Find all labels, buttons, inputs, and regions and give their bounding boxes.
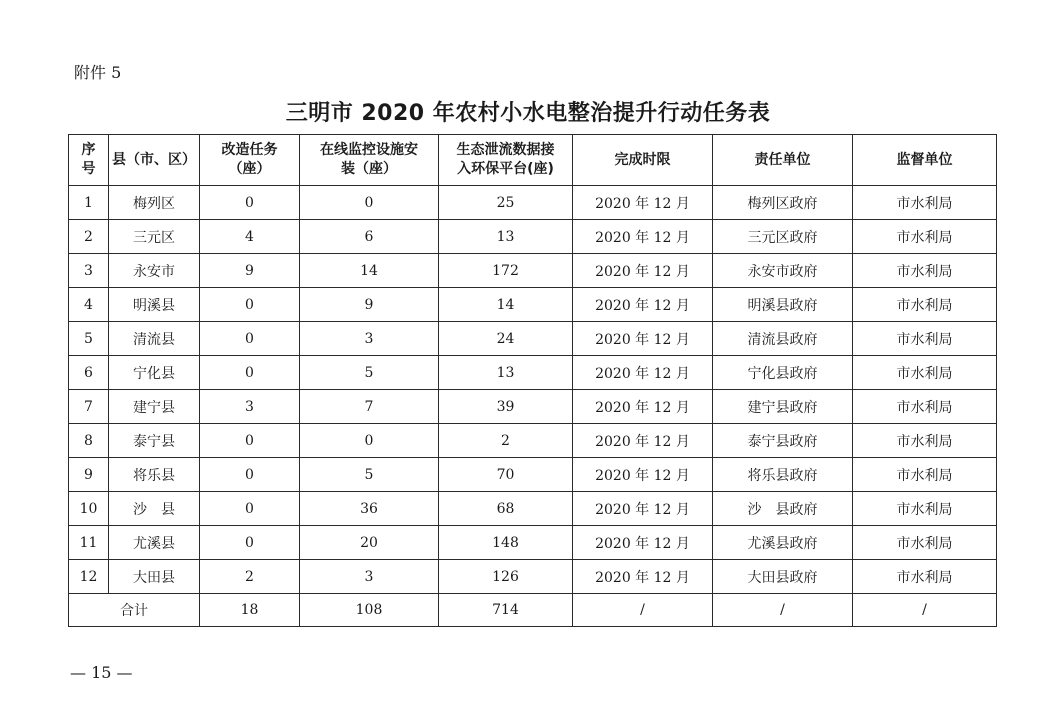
cell-seq: 6	[69, 356, 109, 390]
table-row	[69, 560, 997, 594]
cell-seq: 7	[69, 390, 109, 424]
cell-renovation: 2	[200, 560, 300, 594]
cell-deadline: 2020 年 12 月	[573, 220, 713, 254]
cell-ecoflow: 14	[439, 288, 573, 322]
table-row	[69, 458, 997, 492]
cell-supervisor: 市水利局	[853, 322, 997, 356]
total-cell: /	[573, 594, 713, 627]
cell-seq: 2	[69, 220, 109, 254]
table-row	[69, 424, 997, 458]
cell-supervisor: 市水利局	[853, 458, 997, 492]
cell-deadline: 2020 年 12 月	[573, 322, 713, 356]
cell-county: 尤溪县	[109, 526, 200, 560]
total-cell: /	[853, 594, 997, 627]
cell-ecoflow: 172	[439, 254, 573, 288]
cell-supervisor: 市水利局	[853, 288, 997, 322]
cell-seq: 9	[69, 458, 109, 492]
cell-county: 永安市	[109, 254, 200, 288]
cell-supervisor: 市水利局	[853, 492, 997, 526]
cell-county: 清流县	[109, 322, 200, 356]
cell-deadline: 2020 年 12 月	[573, 186, 713, 220]
cell-county: 将乐县	[109, 458, 200, 492]
table-row	[69, 220, 997, 254]
cell-seq: 5	[69, 322, 109, 356]
cell-deadline: 2020 年 12 月	[573, 390, 713, 424]
cell-seq: 10	[69, 492, 109, 526]
attachment-label: 附件 5	[74, 63, 122, 82]
cell-renovation: 0	[200, 458, 300, 492]
cell-ecoflow: 126	[439, 560, 573, 594]
cell-renovation: 0	[200, 492, 300, 526]
cell-responsible: 建宁县政府	[713, 390, 853, 424]
table-header-row	[69, 135, 997, 186]
cell-ecoflow: 68	[439, 492, 573, 526]
cell-county: 三元区	[109, 220, 200, 254]
cell-supervisor: 市水利局	[853, 186, 997, 220]
total-cell: 18	[200, 594, 300, 627]
cell-deadline: 2020 年 12 月	[573, 288, 713, 322]
cell-county: 梅列区	[109, 186, 200, 220]
table-row	[69, 492, 997, 526]
cell-supervisor: 市水利局	[853, 220, 997, 254]
cell-seq: 3	[69, 254, 109, 288]
cell-monitoring: 5	[300, 356, 439, 390]
header-supervisor: 监督单位	[853, 135, 997, 186]
header-seq: 序 号	[69, 135, 109, 186]
header-monitoring: 在线监控设施安 装（座）	[300, 135, 439, 186]
table-row	[69, 356, 997, 390]
cell-seq: 1	[69, 186, 109, 220]
cell-renovation: 0	[200, 186, 300, 220]
cell-responsible: 泰宁县政府	[713, 424, 853, 458]
cell-county: 明溪县	[109, 288, 200, 322]
total-label: 合计	[69, 594, 200, 627]
cell-county: 宁化县	[109, 356, 200, 390]
table-row	[69, 526, 997, 560]
cell-supervisor: 市水利局	[853, 356, 997, 390]
cell-supervisor: 市水利局	[853, 560, 997, 594]
header-ecoflow: 生态泄流数据接 入环保平台(座)	[439, 135, 573, 186]
cell-responsible: 梅列区政府	[713, 186, 853, 220]
table-row	[69, 254, 997, 288]
cell-renovation: 0	[200, 356, 300, 390]
cell-renovation: 0	[200, 322, 300, 356]
total-cell: /	[713, 594, 853, 627]
cell-ecoflow: 13	[439, 356, 573, 390]
cell-renovation: 4	[200, 220, 300, 254]
header-responsible: 责任单位	[713, 135, 853, 186]
cell-ecoflow: 39	[439, 390, 573, 424]
table-total-row	[69, 594, 997, 627]
header-county: 县（市、区）	[109, 135, 200, 186]
table-row	[69, 288, 997, 322]
table-row	[69, 322, 997, 356]
table-row	[69, 186, 997, 220]
cell-monitoring: 5	[300, 458, 439, 492]
cell-monitoring: 9	[300, 288, 439, 322]
cell-monitoring: 3	[300, 560, 439, 594]
cell-supervisor: 市水利局	[853, 526, 997, 560]
cell-responsible: 宁化县政府	[713, 356, 853, 390]
cell-ecoflow: 24	[439, 322, 573, 356]
cell-monitoring: 6	[300, 220, 439, 254]
cell-renovation: 9	[200, 254, 300, 288]
cell-supervisor: 市水利局	[853, 424, 997, 458]
cell-responsible: 三元区政府	[713, 220, 853, 254]
cell-renovation: 3	[200, 390, 300, 424]
header-deadline: 完成时限	[573, 135, 713, 186]
cell-responsible: 将乐县政府	[713, 458, 853, 492]
cell-county: 泰宁县	[109, 424, 200, 458]
cell-deadline: 2020 年 12 月	[573, 492, 713, 526]
cell-ecoflow: 13	[439, 220, 573, 254]
cell-renovation: 0	[200, 424, 300, 458]
cell-renovation: 0	[200, 288, 300, 322]
cell-responsible: 明溪县政府	[713, 288, 853, 322]
cell-monitoring: 14	[300, 254, 439, 288]
cell-monitoring: 3	[300, 322, 439, 356]
cell-monitoring: 0	[300, 186, 439, 220]
cell-county: 大田县	[109, 560, 200, 594]
cell-county: 建宁县	[109, 390, 200, 424]
cell-seq: 4	[69, 288, 109, 322]
page-title: 三明市 2020 年农村小水电整治提升行动任务表	[285, 101, 771, 126]
cell-ecoflow: 70	[439, 458, 573, 492]
cell-responsible: 沙 县政府	[713, 492, 853, 526]
cell-deadline: 2020 年 12 月	[573, 356, 713, 390]
total-cell: 108	[300, 594, 439, 627]
header-renovation: 改造任务 （座）	[200, 135, 300, 186]
cell-monitoring: 20	[300, 526, 439, 560]
cell-responsible: 永安市政府	[713, 254, 853, 288]
page-number: — 15 —	[70, 663, 133, 682]
table-row	[69, 390, 997, 424]
cell-renovation: 0	[200, 526, 300, 560]
cell-deadline: 2020 年 12 月	[573, 526, 713, 560]
cell-ecoflow: 2	[439, 424, 573, 458]
cell-ecoflow: 148	[439, 526, 573, 560]
cell-deadline: 2020 年 12 月	[573, 254, 713, 288]
cell-monitoring: 36	[300, 492, 439, 526]
task-table	[68, 134, 997, 627]
cell-seq: 8	[69, 424, 109, 458]
cell-monitoring: 0	[300, 424, 439, 458]
cell-deadline: 2020 年 12 月	[573, 458, 713, 492]
cell-responsible: 大田县政府	[713, 560, 853, 594]
cell-monitoring: 7	[300, 390, 439, 424]
cell-seq: 12	[69, 560, 109, 594]
cell-ecoflow: 25	[439, 186, 573, 220]
total-cell: 714	[439, 594, 573, 627]
cell-responsible: 清流县政府	[713, 322, 853, 356]
cell-deadline: 2020 年 12 月	[573, 424, 713, 458]
cell-county: 沙 县	[109, 492, 200, 526]
cell-deadline: 2020 年 12 月	[573, 560, 713, 594]
cell-responsible: 尤溪县政府	[713, 526, 853, 560]
cell-supervisor: 市水利局	[853, 254, 997, 288]
cell-supervisor: 市水利局	[853, 390, 997, 424]
cell-seq: 11	[69, 526, 109, 560]
